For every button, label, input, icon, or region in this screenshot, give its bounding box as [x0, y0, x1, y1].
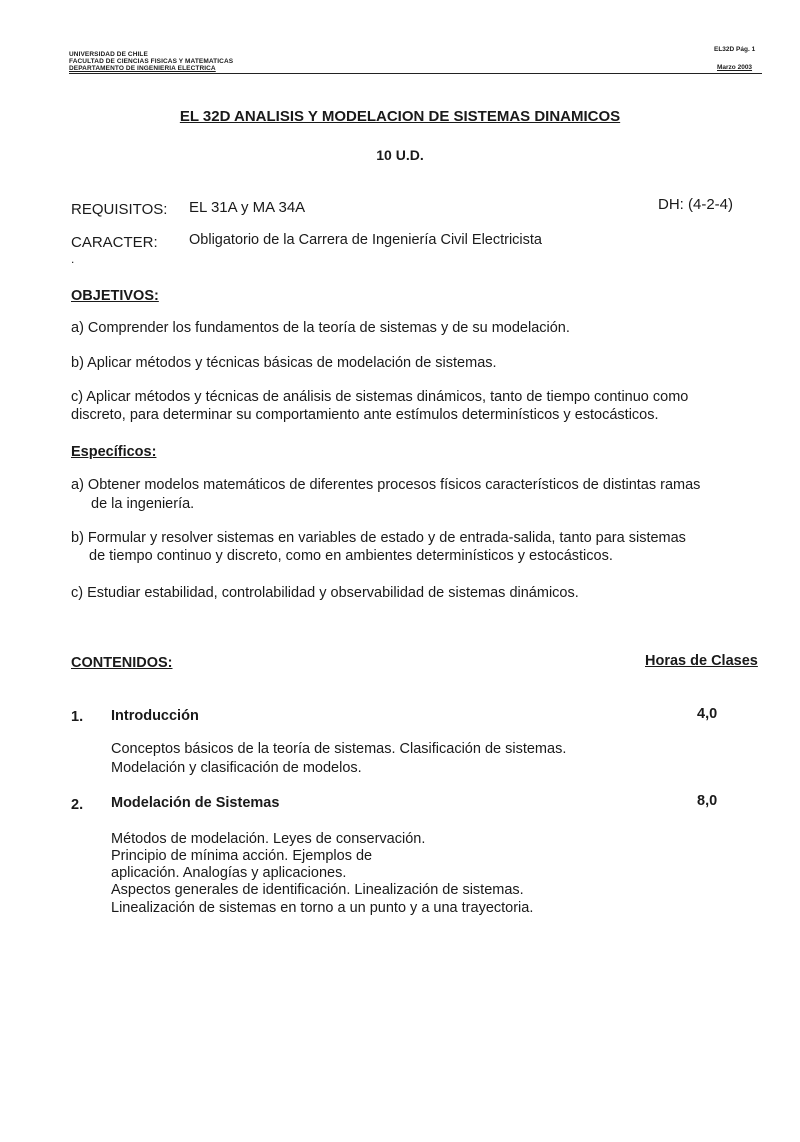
course-title: EL 32D ANALISIS Y MODELACION DE SISTEMAS DINAMICOS [179, 108, 621, 125]
department-name: DEPARTAMENTO DE INGENIERIA ELECTRICA [69, 65, 216, 72]
especifico-a-line1: a) Obtener modelos matemáticos de diferentes procesos físicos característicos de distintas ramas [71, 477, 701, 493]
especifico-c: c) Estudiar estabilidad, controlabilidad y observabilidad de sistemas dinámicos. [71, 585, 579, 601]
objetivo-a: a) Comprender los fundamentos de la teoría de sistemas y de su modelación. [71, 320, 570, 336]
header-divider [69, 73, 762, 74]
faculty-name: FACULTAD DE CIENCIAS FISICAS Y MATEMATICAS [69, 58, 234, 65]
dh-value: DH: (4-2-4) [658, 196, 734, 213]
item-hours: 4,0 [697, 706, 718, 722]
document-date: Marzo 2003 [717, 64, 753, 71]
university-name: UNIVERSIDAD DE CHILE [69, 51, 148, 58]
objetivo-c-line2: discreto, para determinar su comportamiento ante estímulos determinísticos y estocásticos. [71, 407, 659, 423]
stray-mark: . [71, 252, 75, 266]
especifico-b-line2: de tiempo continuo y discreto, como en ambientes determinísticos y estocásticos. [89, 548, 613, 564]
objetivo-b: b) Aplicar métodos y técnicas básicas de modelación de sistemas. [71, 355, 497, 371]
item-title: Introducción [111, 708, 199, 724]
page-code: EL32D Pág. 1 [714, 46, 756, 53]
item-number: 2. [71, 797, 84, 813]
horas-heading: Horas de Clases [645, 653, 758, 669]
item-line: Conceptos básicos de la teoría de sistemas. Clasificación de sistemas. [111, 741, 567, 757]
item-line: Modelación y clasificación de modelos. [111, 760, 362, 776]
item-number: 1. [71, 709, 84, 725]
objetivos-heading: OBJETIVOS: [71, 288, 159, 304]
especificos-heading: Específicos: [71, 444, 157, 460]
contenidos-heading: CONTENIDOS: [71, 655, 173, 671]
requisitos-value: EL 31A y MA 34A [189, 199, 306, 216]
caracter-label: CARACTER: [71, 234, 158, 251]
item-line: Principio de mínima acción. Ejemplos de [111, 848, 373, 864]
objetivo-c-line1: c) Aplicar métodos y técnicas de análisis de sistemas dinámicos, tanto de tiempo continuo como [71, 389, 689, 405]
especifico-b-line1: b) Formular y resolver sistemas en variables de estado y de entrada-salida, tanto para sistemas [71, 530, 686, 546]
item-line: Métodos de modelación. Leyes de conservación. [111, 831, 426, 847]
caracter-value: Obligatorio de la Carrera de Ingeniería Civil Electricista [189, 232, 542, 248]
especifico-a-line2: de la ingeniería. [91, 496, 195, 512]
course-units: 10 U.D. [376, 147, 424, 163]
requisitos-label: REQUISITOS: [71, 201, 168, 218]
item-line: Aspectos generales de identificación. Linealización de sistemas. [111, 882, 524, 898]
item-hours: 8,0 [697, 793, 718, 809]
item-line: aplicación. Analogías y aplicaciones. [111, 865, 347, 881]
item-line: Linealización de sistemas en torno a un punto y a una trayectoria. [111, 900, 534, 916]
item-title: Modelación de Sistemas [111, 795, 280, 811]
